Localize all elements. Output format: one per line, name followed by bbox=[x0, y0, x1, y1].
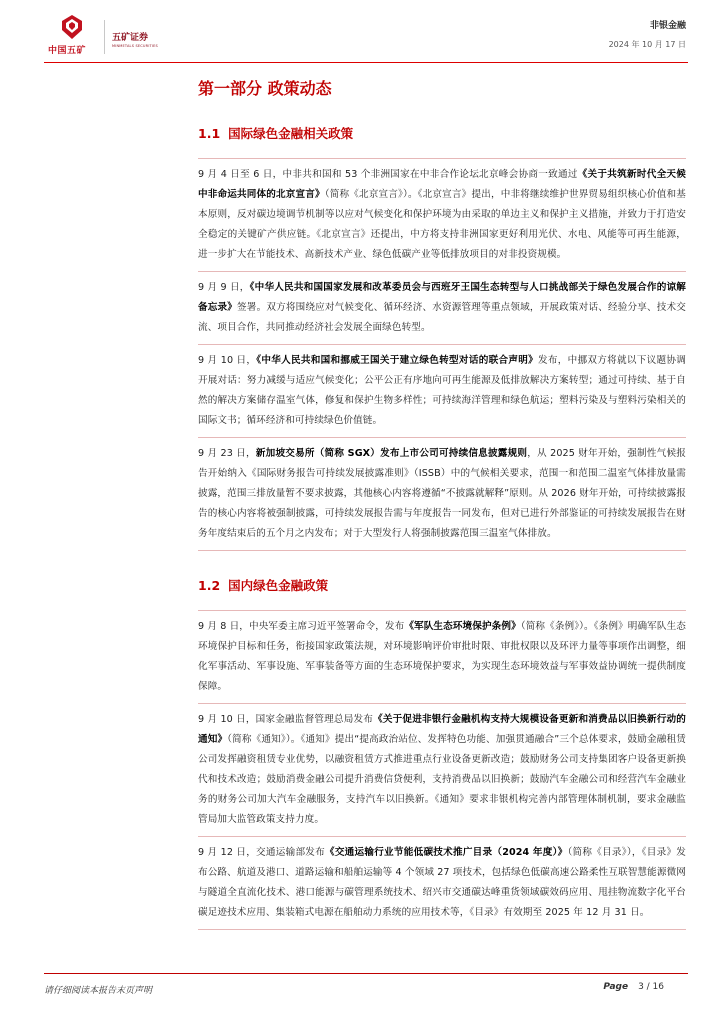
policy-paragraph bbox=[198, 351, 686, 431]
paragraph-divider bbox=[198, 836, 686, 837]
paragraph-text: 签署。双方将围绕应对气候变化、循环经济、水资源管理等重点领域，开展政策对话、经验分享、技术交流、项目合作，共同推动经济社会发展全面绿色转型。 bbox=[198, 302, 686, 333]
policy-paragraph bbox=[198, 444, 686, 544]
paragraph-divider bbox=[198, 158, 686, 159]
paragraph-divider bbox=[198, 344, 686, 345]
header-meta bbox=[609, 18, 686, 50]
page-label: Page bbox=[603, 982, 629, 992]
page-num: 3 / 16 bbox=[638, 982, 664, 992]
section-title bbox=[198, 124, 686, 142]
paragraph-divider bbox=[198, 929, 686, 930]
paragraph-text: 9 月 12 日，交通运输部发布 bbox=[198, 847, 325, 858]
header-divider bbox=[44, 62, 688, 63]
paragraph-divider bbox=[198, 550, 686, 551]
page-number bbox=[603, 982, 664, 992]
logo-text: 中国五矿 bbox=[48, 46, 87, 56]
paragraph-text: 9 月 10 日，国家金融监督管理总局发布 bbox=[198, 714, 374, 725]
paragraph-text: 9 月 4 日至 6 日，中非共和国和 53 个非洲国家在中非合作论坛北京峰会协商一致通过 bbox=[198, 169, 578, 180]
section-title bbox=[198, 576, 686, 594]
paragraph-text: （简称《目录》），《目录》发布公路、航道及港口、道路运输和船舶运输等 4 个领域 27 项技术，包括绿色低碳高速公路柔性互联智慧能源微网与隧道全直流化技术、港口能源与碳管理系统技术、绍兴市交通碳达峰重货领域碳效码应用、甩挂物流数字化平台碳足迹技术应用、集装箱式电源在船舶动力系统的应用技术等，《目录》有效期至 2025 年 12 月 31 日。 bbox=[198, 847, 686, 918]
page-header bbox=[0, 0, 724, 60]
policy-document-name: 《中华人民共和国和挪威王国关于建立绿色转型对话的联合声明》 bbox=[256, 355, 538, 366]
paragraph-text: 发布，中挪双方将就以下议题协调开展对话：努力减缓与适应气候变化；公平公正有序地向可再生能源及低排放解决方案转型；通过可持续、基于自然的解决方案储存温室气体，修复和保护生物多样性；可持续海洋管理和绿色航运；塑料污染及与塑料污染相关的国际文书；循环经济和可持续绿色价值链。 bbox=[198, 355, 686, 426]
paragraph-text: 9 月 10 日， bbox=[198, 355, 257, 366]
section-heading-text: 国内绿色金融政策 bbox=[228, 578, 329, 593]
policy-paragraph bbox=[198, 843, 686, 923]
policy-document-name: 《交通运输行业节能低碳技术推广目录（2024 年度）》 bbox=[324, 847, 568, 858]
paragraph-divider bbox=[198, 271, 686, 272]
policy-paragraph bbox=[198, 165, 686, 265]
policy-paragraph bbox=[198, 617, 686, 697]
policy-document-name: 《关于共筑新时代全天候中非命运共同体的北京宣言》 bbox=[198, 169, 686, 200]
paragraph-text: 9 月 8 日，中央军委主席习近平签署命令，发布 bbox=[198, 621, 405, 632]
policy-paragraph bbox=[198, 710, 686, 830]
paragraph-divider bbox=[198, 437, 686, 438]
part-title: 第一部分 政策动态 bbox=[198, 79, 332, 98]
policy-document-name: 《军队生态环境保护条例》 bbox=[404, 621, 521, 632]
logo-subbrand-en: MINMETALS SECURITIES bbox=[112, 44, 158, 48]
policy-paragraph bbox=[198, 278, 686, 338]
section-number: 1.2 bbox=[198, 578, 221, 593]
paragraph-text: （简称《条例》）。《条例》明确军队生态环境保护目标和任务，衔接国家政策法规，对环境影响评价审批时限、审批权限以及环评力量等事项作出调整，细化军事活动、军事设施、军事装备等方面的生态环境保护要求，为实现生态环境效益与军事效益协调统一提供制度保障。 bbox=[198, 621, 686, 692]
policy-document-name: 新加坡交易所（简称 SGX）发布上市公司可持续信息披露规则 bbox=[255, 448, 528, 459]
industry-label: 非银金融 bbox=[649, 21, 686, 31]
paragraph-text: ，从 2025 财年开始，强制性气候报告开始纳入《国际财务报告可持续发展披露准则》（ISSB）中的气候相关要求，范围一和范围二温室气体排放量需披露，范围三排放量暂不要求披露，其他核心内容将遵循“不披露就解释”原则。从 2026 财年开始，可持续披露报告的核心内容将被强制披露，可持续发展报告需与年度报告一同发布，但对已进行外部鉴证的可持续发展报告在财务年度结束后的五个月之内发布；对于大型发行人将强制披露范围三温室气体排放。 bbox=[198, 448, 686, 539]
report-date: 2024 年 10 月 17 日 bbox=[608, 40, 686, 49]
section-heading-text: 国际绿色金融相关政策 bbox=[228, 126, 354, 141]
paragraph-text: （简称《通知》）。《通知》提出“提高政治站位、发挥特色功能、加强贯通融合”三个总体要求，鼓励金融租赁公司发挥融资租赁专业优势，以融资租赁方式推进重点行业设备更新改造；鼓励财务公司支持集团客户设备更新换代和技术改造；鼓励消费金融公司提升消费信贷便利，支持消费品以旧换新；鼓励汽车金融公司和经营汽车金融业务的财务公司加大汽车金融服务，支持汽车以旧换新。《通知》要求非银机构完善内部管理体制机制，要求金融监管局加大监管政策支持力度。 bbox=[198, 734, 686, 825]
minmetals-logo-icon bbox=[60, 14, 84, 40]
policy-document-name: 《关于促进非银行金融机构支持大规模设备更新和消费品以旧换新行动的通知》 bbox=[198, 714, 686, 745]
company-logo bbox=[44, 14, 174, 54]
logo-subbrand bbox=[112, 30, 158, 48]
footer-disclaimer: 请仔细阅读本报告末页声明 bbox=[44, 986, 153, 996]
paragraph-text: （简称《北京宣言》）。《北京宣言》提出，中非将继续维护世界贸易组织核心价值和基本原则，反对碳边境调节机制等以应对气候变化和保护环境为由采取的单边主义和保护主义措施，并致力于打造安全稳定的关键矿产供应链。《北京宣言》还提出，中方将支持非洲国家更好利用光伏、水电、风能等可再生能源，进一步扩大在节能技术、高新技术产业、绿色低碳产业等低排放项目的对非投资规模。 bbox=[198, 189, 686, 260]
paragraph-text: 9 月 9 日， bbox=[198, 282, 250, 293]
logo-subbrand-cn: 五矿证券 bbox=[112, 33, 149, 43]
paragraph-divider bbox=[198, 703, 686, 704]
paragraph-divider bbox=[198, 610, 686, 611]
policy-document-name: 《中华人民共和国国家发展和改革委员会与西班牙王国生态转型与人口挑战部关于绿色发展合作的谅解备忘录》 bbox=[198, 282, 687, 313]
section-number: 1.1 bbox=[198, 126, 221, 141]
paragraph-text: 9 月 23 日， bbox=[198, 448, 256, 459]
main-content bbox=[198, 70, 686, 930]
logo-divider bbox=[104, 20, 105, 54]
footer-divider bbox=[44, 973, 688, 974]
